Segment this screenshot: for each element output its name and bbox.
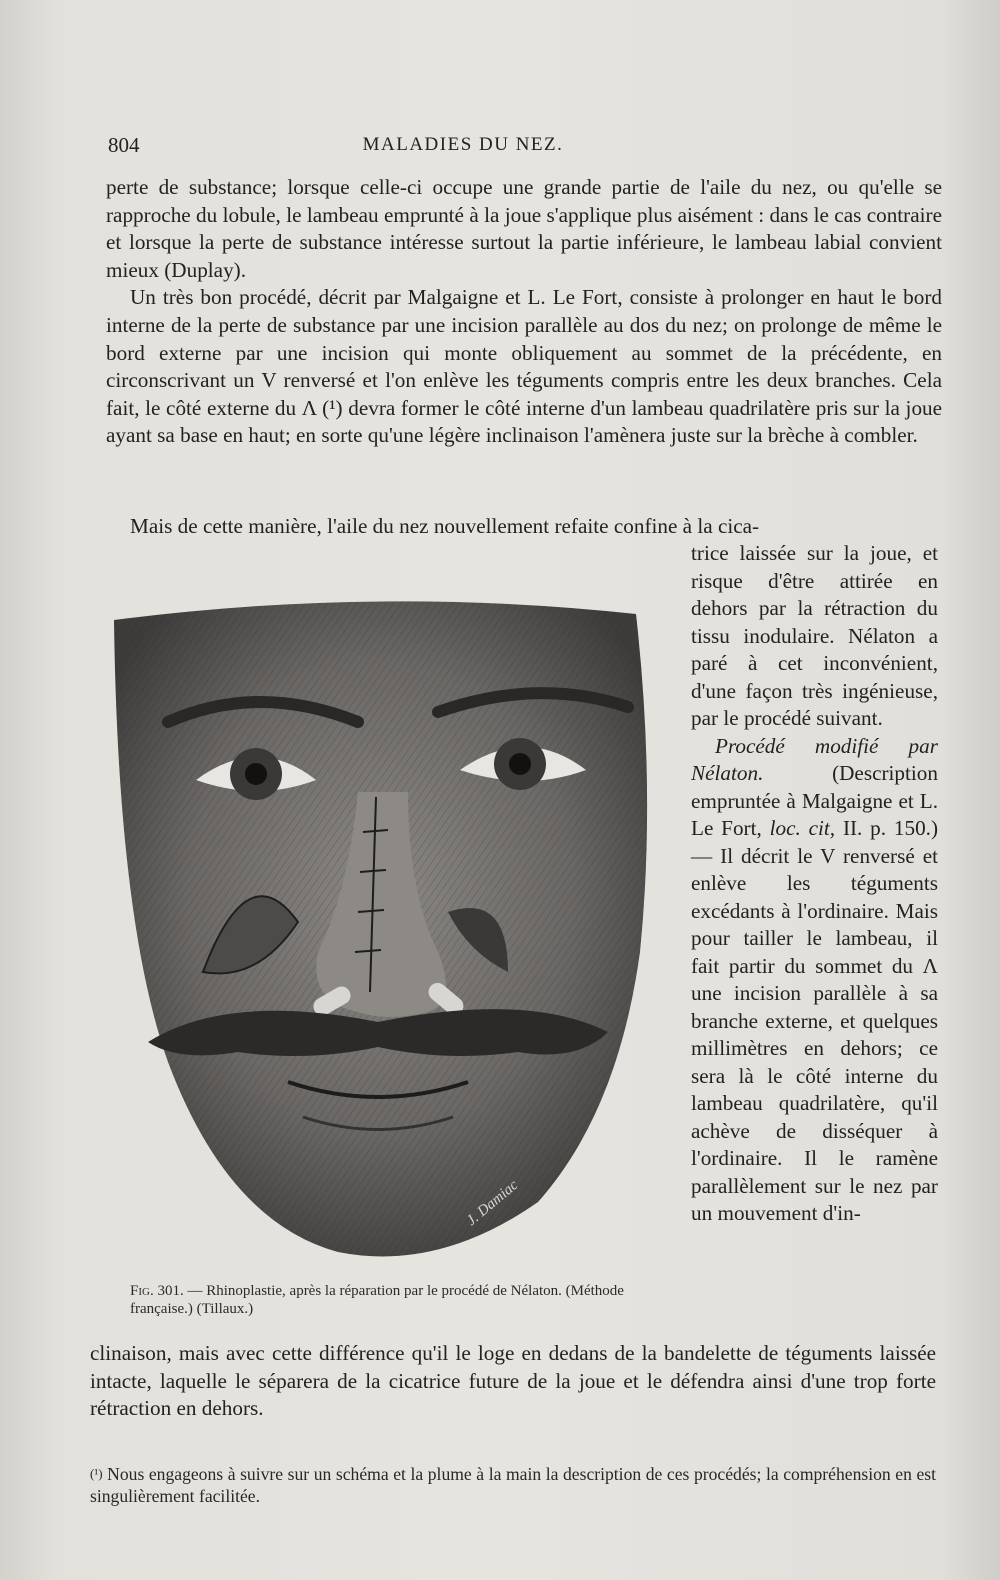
running-title: MALADIES DU NEZ. xyxy=(362,134,564,155)
running-head xyxy=(108,133,938,161)
footnote xyxy=(90,1463,936,1507)
figure-label: Fig. 301. xyxy=(130,1283,184,1299)
footnote-ref: (¹) xyxy=(322,395,343,420)
section-heading: Procédé modifié par Nélaton. xyxy=(691,733,938,785)
text-block-mid xyxy=(106,513,942,541)
paragraph-4-end: clinaison, mais avec cette différence qu'il le loge en dedans de la bandelette de téguments laissée intacte, laquelle le séparera de la cicatrice future de la joue et le défendra ainsi d'une trop forte rétraction en dehors. xyxy=(90,1341,936,1421)
paragraph-3-line-1: Mais de cette manière, l'aile du nez nouvellement refaite confine à la cica- xyxy=(130,514,760,538)
text-column-right xyxy=(691,540,938,1228)
reference-open: (Description empruntée à Malgaigne et L. Le Fort, xyxy=(691,761,938,840)
page-number: 804 xyxy=(108,133,140,157)
paragraph-2 xyxy=(106,284,942,450)
figure-caption xyxy=(130,1282,630,1318)
footnote-mark: (¹) xyxy=(90,1466,103,1481)
face-illustration xyxy=(108,592,656,1267)
figure-caption-text: — Rhinoplastie, après la réparation par le procédé de Nélaton. (Méthode française.) (Tillaux.) xyxy=(130,1283,624,1317)
paragraph-2-text-a: Un très bon procédé, décrit par Malgaigne et L. Le Fort, consiste à prolonger en haut le bord interne de la perte de substance par une incision parallèle au dos du nez; on prolonge de même le bord externe par une incision qui monte obliquement au sommet de la précédente, en circonscrivant un V renversé et l'on enlève les téguments compris entre les deux branches. Cela fait, le côté externe du Λ xyxy=(106,285,942,420)
paragraph-2-text-b: devra former le côté interne d'un lambeau quadrilatère pris sur la joue ayant sa base en haut; en sorte qu'une légère inclinaison l'amènera juste sur la brèche à combler. xyxy=(106,395,943,448)
reference-loc-cit: loc. cit, xyxy=(769,816,836,840)
figure-engraving xyxy=(108,592,656,1267)
paragraph-4 xyxy=(691,733,938,1228)
paragraph-1: perte de substance; lorsque celle-ci occupe une grande partie de l'aile du nez, ou qu'elle se rapproche du lobule, le lambeau emprunté à la joue s'applique plus aisément : dans le cas contraire et lorsque la perte de substance intéresse surtout la partie inférieure, le lambeau labial convient mieux (Duplay). xyxy=(106,175,942,282)
engraver-signature: J. Damiac xyxy=(463,1177,522,1230)
reference-close: II. p. 150.) xyxy=(842,816,939,840)
footnote-text: Nous engageons à suivre sur un schéma et la plume à la main la description de ces procédés; la compréhension en est singulièrement facilitée. xyxy=(90,1464,936,1506)
paragraph-3-continued: trice laissée sur la joue, et risque d'être attirée en dehors par la rétraction du tissu inodulaire. Nélaton a paré à cet inconvénient, d'une façon très ingénieuse, par le procédé suivant. xyxy=(691,541,938,730)
text-block-bottom xyxy=(90,1340,936,1423)
paragraph-4-text: — Il décrit le V renversé et enlève les téguments excédants à l'ordinaire. Mais pour tailler le lambeau, il fait partir du sommet du Λ une incision parallèle à sa branche externe, et quelques millimètres en dehors; ce sera là le côté interne du lambeau quadrilatère, qu'il achève de disséquer à l'ordinaire. Il le ramène parallèlement sur le nez par un mouvement d'in- xyxy=(691,843,938,1225)
text-block-top xyxy=(106,174,942,450)
